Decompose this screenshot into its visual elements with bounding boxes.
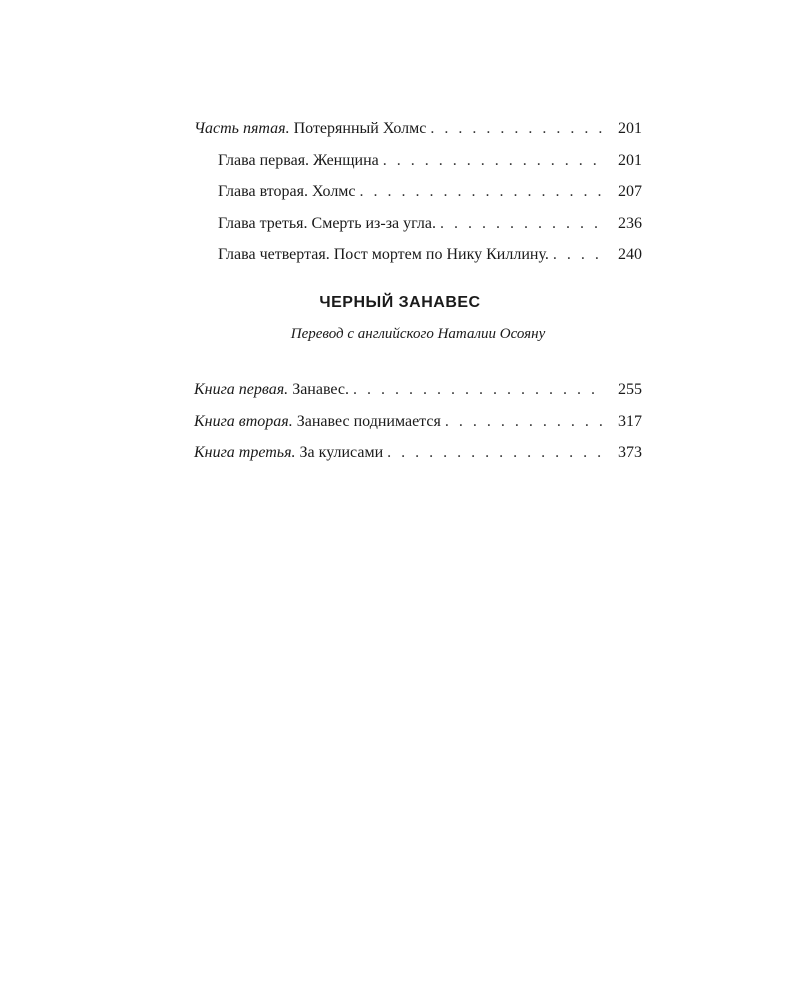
toc-entry-book-2[interactable]	[194, 409, 642, 441]
dot-leader	[553, 242, 606, 268]
dot-leader	[430, 116, 606, 142]
toc-entry-title: Занавес.	[292, 381, 350, 398]
toc-entry-prefix: Книга третья.	[194, 444, 296, 461]
toc-entry-page: 255	[618, 381, 642, 398]
toc-entry-chapter-3[interactable]	[194, 211, 642, 243]
dot-leader	[383, 148, 606, 174]
toc-entry-page: 207	[618, 183, 642, 200]
toc-entry-page: 201	[618, 151, 642, 169]
toc-entry-chapter-4[interactable]	[194, 242, 642, 274]
toc-entry-page: 373	[618, 444, 642, 461]
toc-entry-title: Глава третья. Смерть из-за угла.	[218, 214, 436, 232]
section-subtitle: Перевод с английского Наталии Осояну	[290, 326, 546, 342]
toc-entry-prefix: Часть пятая.	[194, 120, 290, 137]
toc-entry-book-3[interactable]	[194, 440, 642, 472]
toc-entry-title: Глава вторая. Холмс	[218, 183, 356, 200]
toc-entry-title: За кулисами	[299, 444, 384, 461]
toc-entry-page: 240	[618, 246, 642, 263]
dot-leader	[387, 440, 606, 466]
toc-entry-title: Глава четвертая. Пост мортем по Нику Киллину.	[218, 246, 549, 263]
toc-entry-label	[194, 409, 441, 435]
toc-entry-title: Глава первая. Женщина	[218, 151, 379, 169]
toc-entry-page: 201	[618, 120, 642, 137]
toc-black-curtain	[194, 377, 642, 472]
toc-entry-book-1[interactable]	[194, 377, 642, 409]
toc-entry-label	[194, 440, 383, 466]
dot-leader	[445, 409, 606, 435]
toc-entry-part-five[interactable]	[194, 116, 642, 148]
toc-entry-label	[194, 377, 349, 403]
toc-entry-prefix: Книга первая.	[194, 381, 289, 398]
dot-leader	[360, 179, 606, 205]
toc-part-five	[194, 116, 642, 274]
dot-leader	[353, 377, 606, 403]
dot-leader	[440, 211, 606, 237]
section-title: ЧЕРНЫЙ ЗАНАВЕС	[319, 294, 481, 311]
toc-entry-chapter-2[interactable]	[194, 179, 642, 211]
toc-entry-label	[194, 116, 426, 142]
toc-entry-chapter-1[interactable]	[194, 148, 642, 180]
toc-entry-prefix: Книга вторая.	[194, 412, 293, 430]
toc-entry-page: 236	[618, 214, 642, 232]
toc-entry-title: Потерянный Холмс	[293, 120, 427, 137]
toc-entry-page: 317	[618, 412, 642, 430]
toc-entry-title: Занавес поднимается	[296, 412, 441, 430]
